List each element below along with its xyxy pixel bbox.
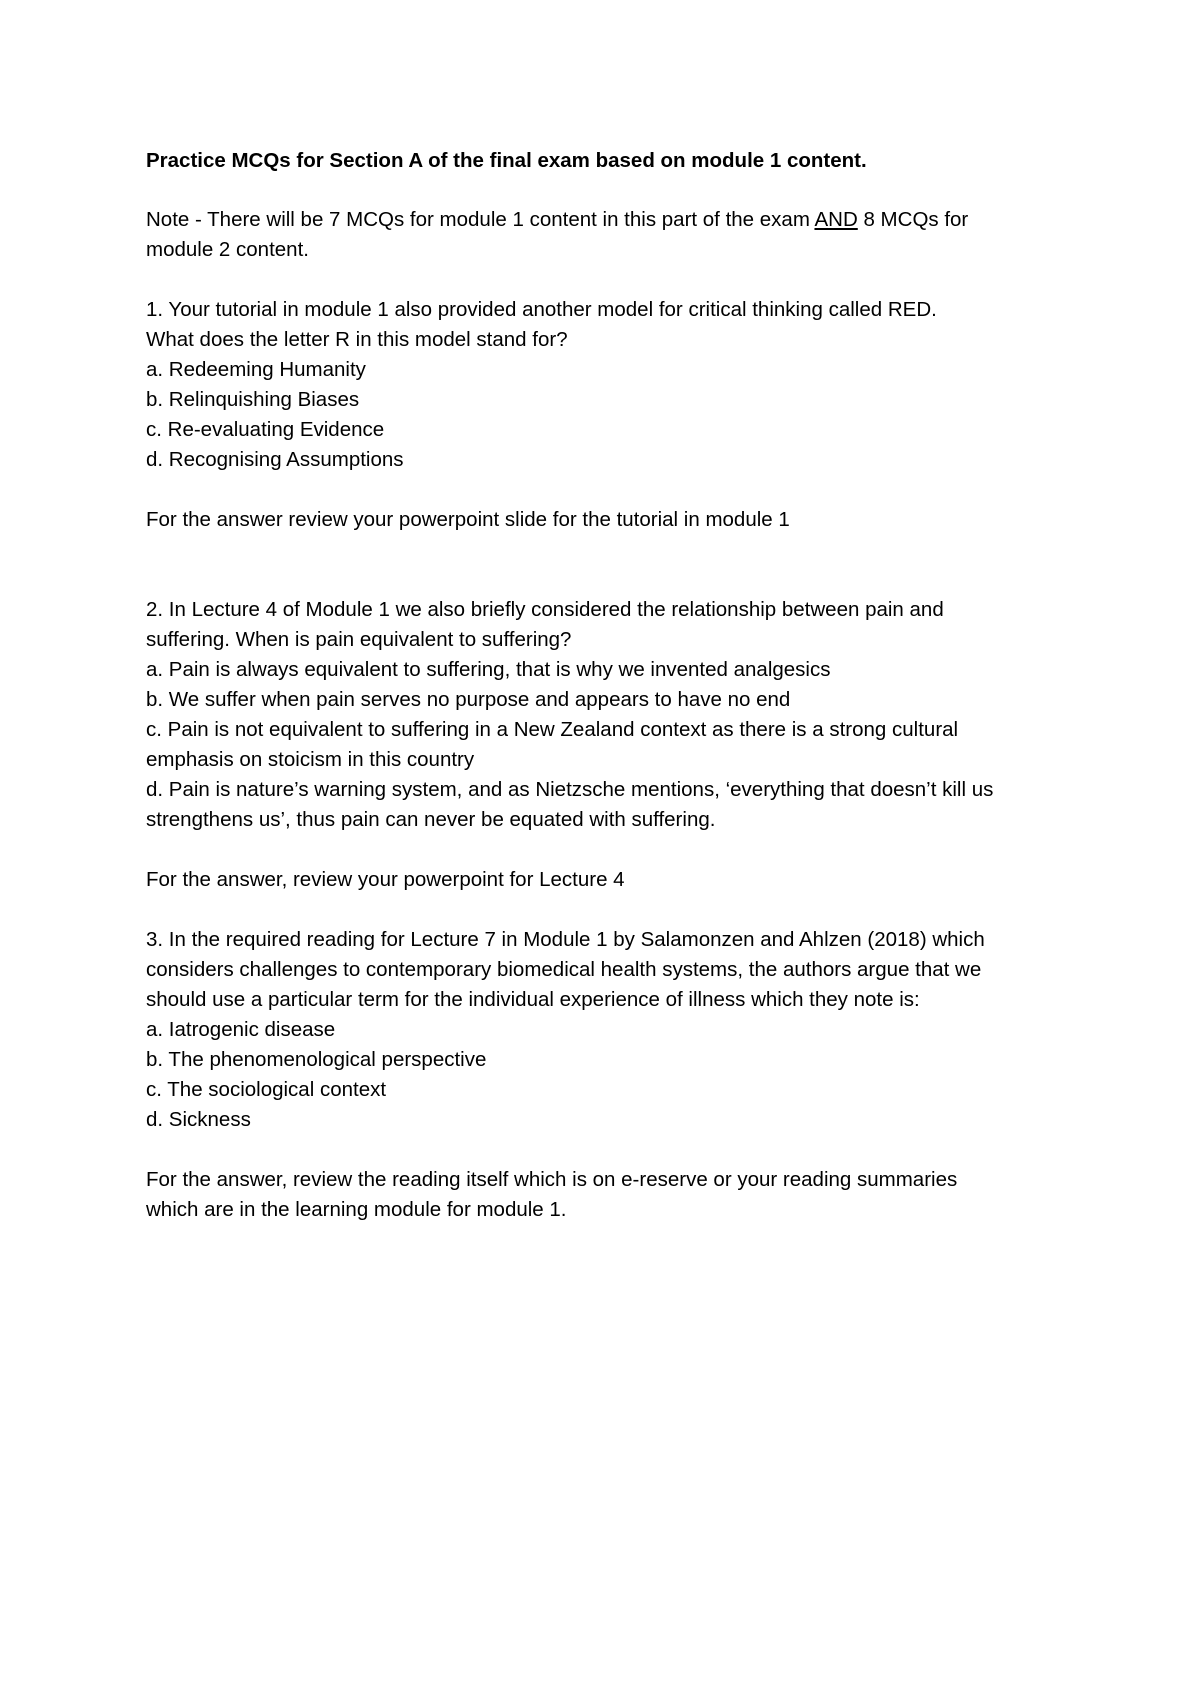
- question-2-answer-hint: [146, 865, 1086, 895]
- question-1-answer-hint: [146, 505, 1086, 535]
- question-3-stem-line-3: should use a particular term for the individual experience of illness which they note is:: [146, 988, 920, 1011]
- spacer: [146, 475, 1086, 505]
- question-3-stem-line-1: 3. In the required reading for Lecture 7 in Module 1 by Salamonzen and Ahlzen (2018) which: [146, 928, 985, 951]
- question-1-hint-text: For the answer review your powerpoint slide for the tutorial in module 1: [146, 508, 790, 531]
- question-1-option-a: a. Redeeming Humanity: [146, 358, 366, 381]
- question-2-hint-text: For the answer, review your powerpoint for Lecture 4: [146, 868, 625, 891]
- question-3-stem-line-2: considers challenges to contemporary biomedical health systems, the authors argue that we: [146, 958, 982, 981]
- question-3-hint-line-2: which are in the learning module for module 1.: [146, 1198, 567, 1221]
- question-2-option-c: c. Pain is not equivalent to suffering in a New Zealand context as there is a strong cultural: [146, 718, 959, 741]
- question-2-stem-line-1: 2. In Lecture 4 of Module 1 we also briefly considered the relationship between pain and: [146, 598, 944, 621]
- note-text-after: 8 MCQs for: [857, 208, 969, 231]
- note-line-2: module 2 content.: [146, 238, 309, 261]
- question-1-stem-line-2: What does the letter R in this model stand for?: [146, 328, 568, 351]
- question-2-option-d: d. Pain is nature’s warning system, and as Nietzsche mentions, ‘everything that doesn’t kill us: [146, 778, 994, 801]
- note-line-1: [146, 205, 1086, 235]
- spacer: [146, 835, 1086, 865]
- spacer: [146, 265, 1086, 295]
- question-1: [146, 295, 1086, 475]
- question-3-option-c: c. The sociological context: [146, 1078, 387, 1101]
- question-3-answer-hint: [146, 1165, 1086, 1225]
- spacer: [146, 1135, 1086, 1165]
- spacer: [146, 895, 1086, 925]
- question-2-stem-line-2: suffering. When is pain equivalent to suffering?: [146, 628, 572, 651]
- question-1-option-b: b. Relinquishing Biases: [146, 388, 360, 411]
- document-page: [146, 146, 1086, 1225]
- page-title: Practice MCQs for Section A of the final exam based on module 1 content.: [146, 149, 867, 172]
- question-3-option-a: a. Iatrogenic disease: [146, 1018, 336, 1041]
- question-3-option-b: b. The phenomenological perspective: [146, 1048, 487, 1071]
- question-3: [146, 925, 1086, 1135]
- question-2-option-a: a. Pain is always equivalent to suffering, that is why we invented analgesics: [146, 658, 831, 681]
- spacer: [146, 535, 1086, 595]
- question-3-option-d: d. Sickness: [146, 1108, 251, 1131]
- note-paragraph: [146, 205, 1086, 265]
- question-1-option-c: c. Re-evaluating Evidence: [146, 418, 385, 441]
- question-2: [146, 595, 1086, 835]
- question-2-option-c-continued: emphasis on stoicism in this country: [146, 748, 475, 771]
- question-1-stem-line-1: 1. Your tutorial in module 1 also provided another model for critical thinking called RED.: [146, 298, 937, 321]
- note-text-before: Note - There will be 7 MCQs for module 1 content in this part of the exam: [146, 208, 815, 231]
- question-2-option-b: b. We suffer when pain serves no purpose and appears to have no end: [146, 688, 791, 711]
- question-3-hint-line-1: For the answer, review the reading itself which is on e-reserve or your reading summaries: [146, 1168, 958, 1191]
- question-1-option-d: d. Recognising Assumptions: [146, 448, 404, 471]
- question-2-option-d-continued: strengthens us’, thus pain can never be equated with suffering.: [146, 808, 716, 831]
- note-emphasis-and: AND: [814, 208, 858, 231]
